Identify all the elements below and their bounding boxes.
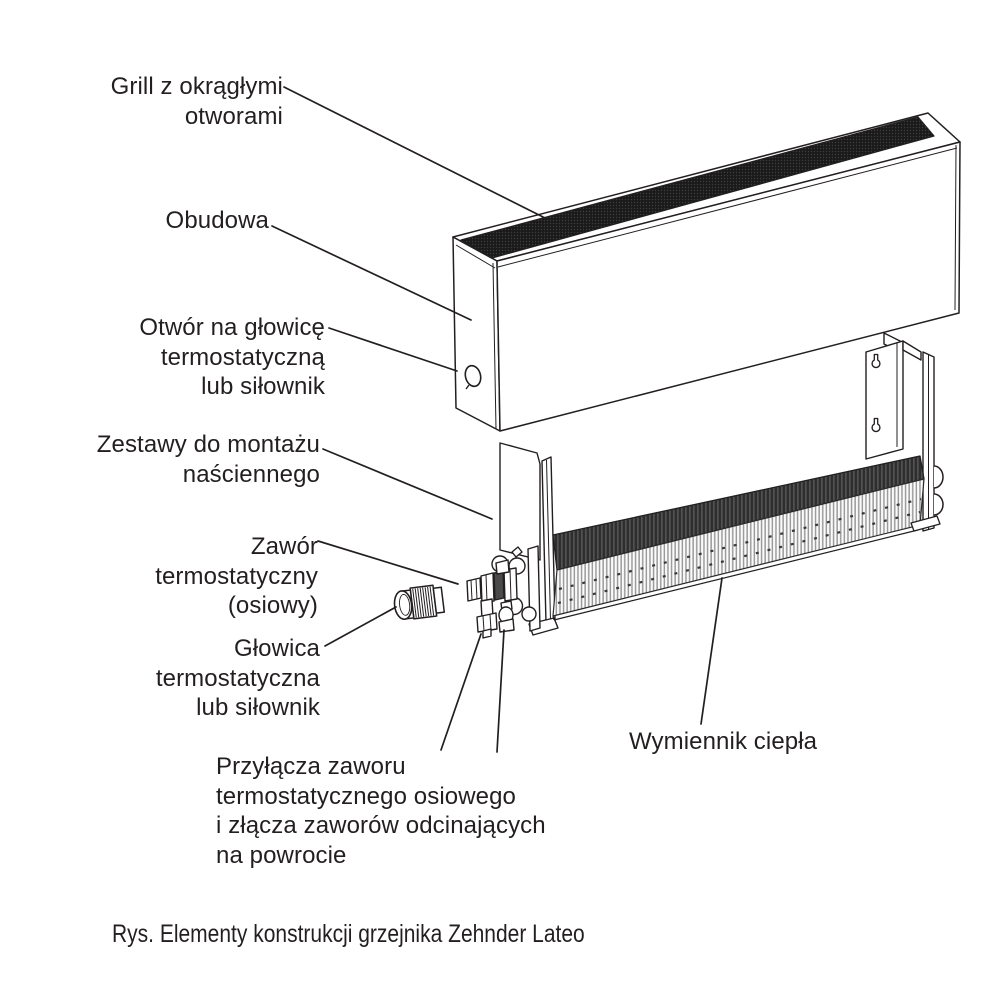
label-wymiennik [629, 727, 817, 757]
figure-caption: Rys. Elementy konstrukcji grzejnika Zehnder Lateo [112, 920, 585, 948]
thermostatic-head-drawing [393, 584, 445, 621]
label-line: termostatycznego osiowego [216, 782, 516, 810]
connection-nut [499, 619, 514, 632]
label-line: (osiowy) [227, 592, 318, 619]
leader-przylacza-1 [441, 634, 481, 750]
label-line: Otwór na głowicę [139, 314, 325, 341]
heat-exchanger-drawing [553, 456, 943, 620]
connection-nut [477, 613, 497, 632]
leader-obudowa [272, 226, 471, 320]
label-line: lub siłownik [196, 694, 320, 721]
exchanger-return-bend [934, 466, 943, 488]
leader-zawor [318, 541, 458, 584]
valve-return-connection [477, 599, 497, 638]
label-line: termostatyczny [155, 562, 318, 590]
bracket-right-top-edge [903, 341, 921, 360]
valve-nut [467, 578, 481, 601]
label-line: Wymiennik ciepła [629, 728, 818, 755]
valve-stem [496, 560, 509, 574]
label-line: i złącza zaworów odcinających [216, 812, 546, 839]
leader-przylacza-2 [497, 630, 504, 752]
label-line: Głowica [233, 635, 320, 662]
leader-otwor [329, 328, 457, 371]
label-glowica [40, 634, 320, 723]
label-line: Obudowa [165, 207, 269, 234]
leader-wymiennik [701, 578, 722, 724]
label-line: termostatyczną [160, 343, 325, 371]
label-line: termostatyczna [155, 664, 320, 692]
label-obudowa [40, 206, 269, 236]
label-line: lub siłownik [201, 373, 325, 400]
label-line: Grill z okrągłymi [110, 73, 283, 100]
bracket-left-plate [500, 443, 540, 560]
leader-zestawy [323, 449, 492, 519]
label-zawor [40, 532, 318, 621]
exchanger-return-bend [934, 494, 943, 515]
leader-grill [284, 87, 545, 218]
leader-glowica [325, 607, 396, 646]
label-przylacza [216, 752, 546, 870]
label-line: Przyłącza zaworu [216, 753, 406, 780]
label-otwor [40, 313, 325, 402]
pipe-ubend [522, 607, 536, 621]
label-line: naściennego [182, 460, 320, 488]
label-zestawy [40, 430, 320, 489]
valve-ring [494, 571, 504, 600]
label-line: Zawór [250, 533, 318, 560]
label-line: na powrocie [216, 841, 347, 869]
shutoff-valve-connection [499, 601, 514, 632]
label-grill [40, 72, 283, 131]
label-line: otworami [184, 102, 283, 130]
label-line: Zestawy do montażu [96, 431, 320, 458]
